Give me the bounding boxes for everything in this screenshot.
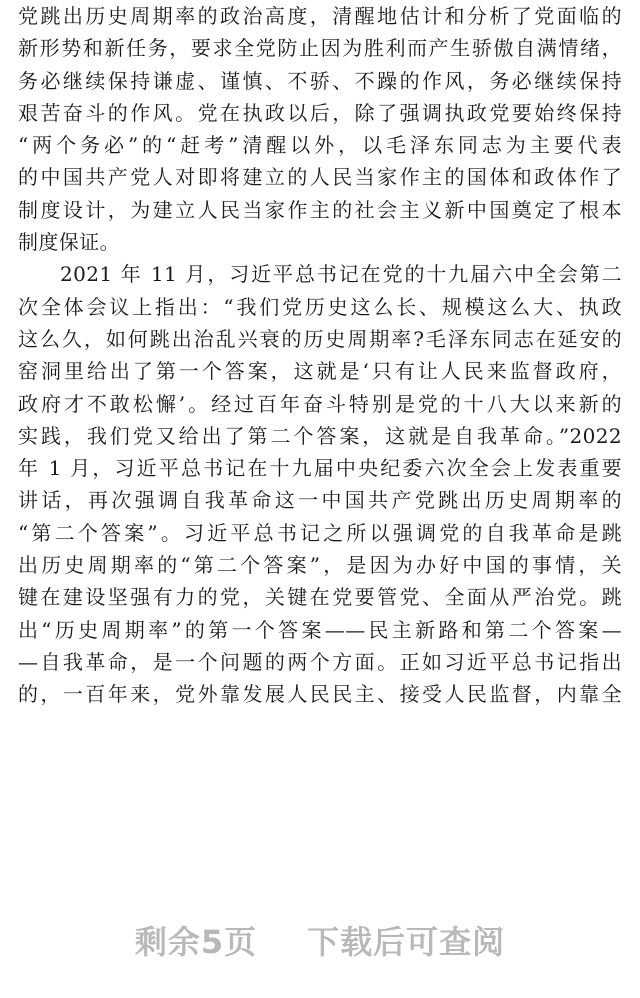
text-line: 制度设计，为建立人民当家作主的社会主义新中国奠定了根本: [18, 197, 622, 222]
text-line: 窑洞里给出了第一个答案，这就是‘只有让人民来监督政府，: [18, 359, 622, 384]
text-line: 的中国共产党人对即将建立的人民当家作主的国体和政体作了: [18, 165, 622, 190]
text-line: —自我革命，是一个问题的两个方面。正如习近平总书记指出: [18, 649, 622, 674]
text-line: 出历史周期率的“第二个答案”，是因为办好中国的事情，关: [18, 553, 622, 578]
download-prompt-banner[interactable]: [0, 910, 640, 970]
text-line: 这么久，如何跳出治乱兴衰的历史周期率?毛泽东同志在延安的: [18, 326, 622, 351]
text-line: “第二个答案”。习近平总书记之所以强调党的自我革命是跳: [18, 520, 622, 545]
text-line: 政府才不敢松懈’。经过百年奋斗特别是党的十八大以来新的: [18, 391, 622, 416]
body-text: [18, 0, 622, 711]
text-line: 制度保证。: [18, 230, 120, 255]
text-line: 讲话，再次强调自我革命这一中国共产党跳出历史周期率的: [18, 488, 622, 513]
text-line: 实践，我们党又给出了第二个答案，这就是自我革命。”2022: [18, 423, 622, 448]
text-line: 务必继续保持谦虚、谨慎、不骄、不躁的作风，务必继续保持: [18, 68, 622, 93]
text-line: 出“历史周期率”的第一个答案——民主新路和第二个答案—: [18, 617, 622, 642]
text-line: 新形势和新任务，要求全党防止因为胜利而产生骄傲自满情绪，: [18, 36, 622, 61]
text-line: 党跳出历史周期率的政治高度，清醒地估计和分析了党面临的: [18, 4, 622, 28]
download-to-view-label: 下载后可查阅: [307, 923, 506, 961]
text-line: 的，一百年来，党外靠发展人民民主、接受人民监督，内靠全: [18, 682, 622, 707]
text-line: 次全体会议上指出：“我们党历史这么长、规模这么大、执政: [18, 294, 622, 319]
text-line: 键在建设坚强有力的党，关键在党要管党、全面从严治党。跳: [18, 585, 622, 610]
text-line-paragraph-start: 2021 年 11 月，习近平总书记在党的十九届六中全会第二: [60, 262, 622, 287]
text-line: “两个务必”的“赶考”清醒以外，以毛泽东同志为主要代表: [18, 133, 622, 158]
text-line: 年 1 月，习近平总书记在十九届中央纪委六次全会上发表重要: [18, 456, 622, 481]
text-line: 艰苦奋斗的作风。党在执政以后，除了强调执政党要始终保持: [18, 100, 622, 125]
remaining-pages-label: 剩余5页: [134, 923, 258, 961]
